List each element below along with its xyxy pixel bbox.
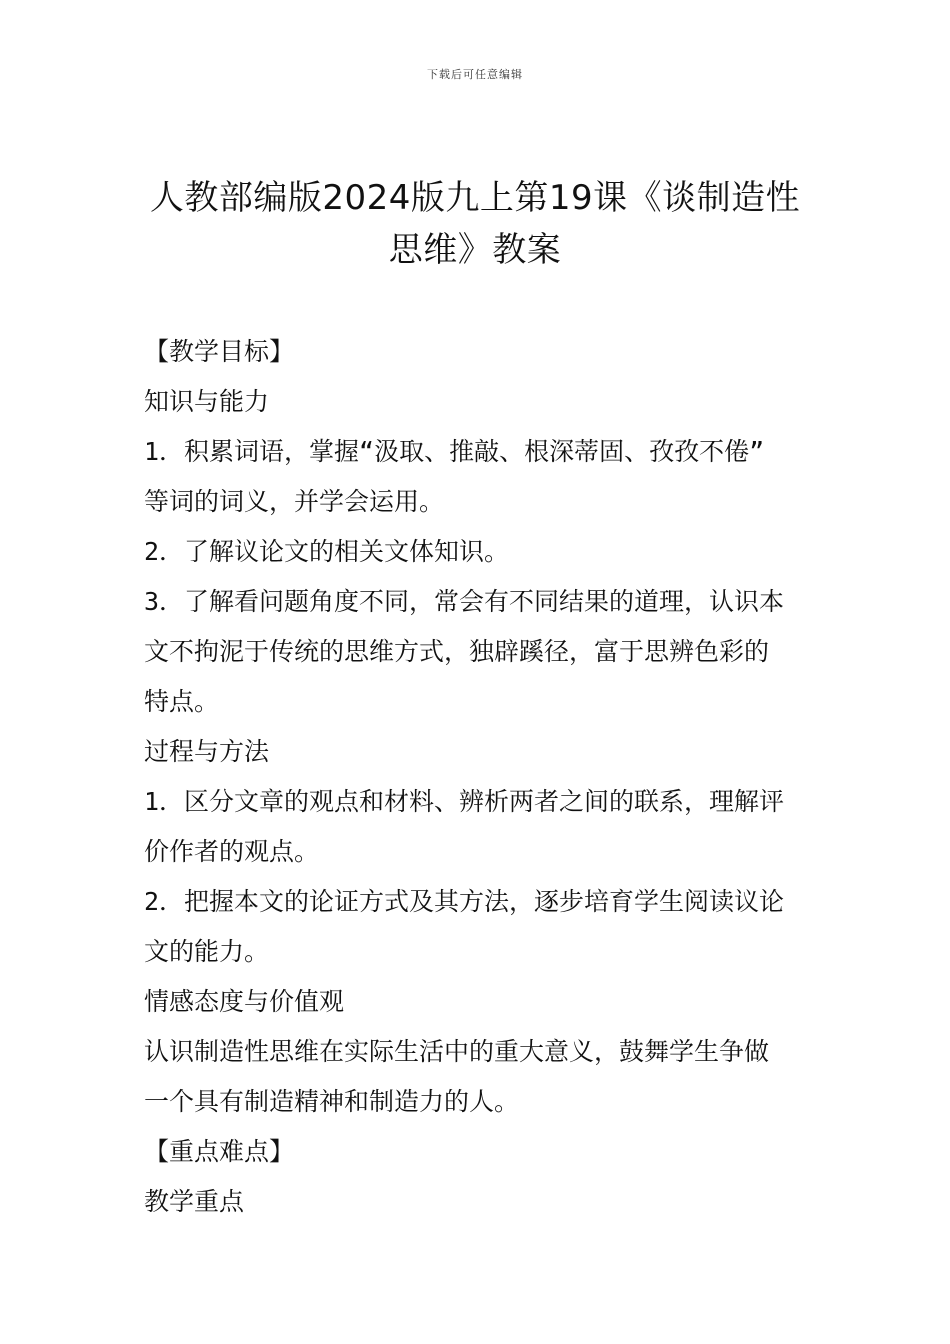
- body-line: 3．了解看问题角度不同，常会有不同结果的道理，认识本: [144, 587, 785, 616]
- subheading-teaching-focus: 教学重点: [144, 1187, 245, 1216]
- body-line: 认识制造性思维在实际生活中的重大意义，鼓舞学生争做: [144, 1037, 770, 1066]
- section-heading-key-points: 【重点难点】: [144, 1137, 295, 1166]
- section-heading-teaching-goals: 【教学目标】: [144, 337, 295, 366]
- body-line: 文的能力。: [144, 937, 270, 966]
- body-line: 特点。: [144, 687, 220, 716]
- body-line: 文不拘泥于传统的思维方式，独辟蹊径，富于思辨色彩的: [144, 637, 770, 666]
- body-line: 等词的词义，并学会运用。: [144, 487, 445, 516]
- title-line-2: 思维》教案: [388, 230, 562, 270]
- body-line: 2．把握本文的论证方式及其方法，逐步培育学生阅读议论: [144, 887, 785, 916]
- document-title: [130, 172, 820, 276]
- document-body: [144, 327, 808, 1227]
- subheading-knowledge-ability: 知识与能力: [144, 387, 270, 416]
- subheading-emotion-values: 情感态度与价值观: [144, 987, 345, 1016]
- body-line: 2．了解议论文的相关文体知识。: [144, 537, 510, 566]
- subheading-process-method: 过程与方法: [144, 737, 270, 766]
- body-line: 一个具有制造精神和制造力的人。: [144, 1087, 520, 1116]
- page-header-note: 下载后可任意编辑: [427, 68, 523, 81]
- body-line: 1．区分文章的观点和材料、辨析两者之间的联系，理解评: [144, 787, 785, 816]
- body-line: 1．积累词语，掌握“汲取、推敲、根深蒂固、孜孜不倦”: [144, 437, 765, 466]
- body-line: 价作者的观点。: [144, 837, 320, 866]
- title-line-1: 人教部编版2024版九上第19课《谈制造性: [149, 178, 801, 218]
